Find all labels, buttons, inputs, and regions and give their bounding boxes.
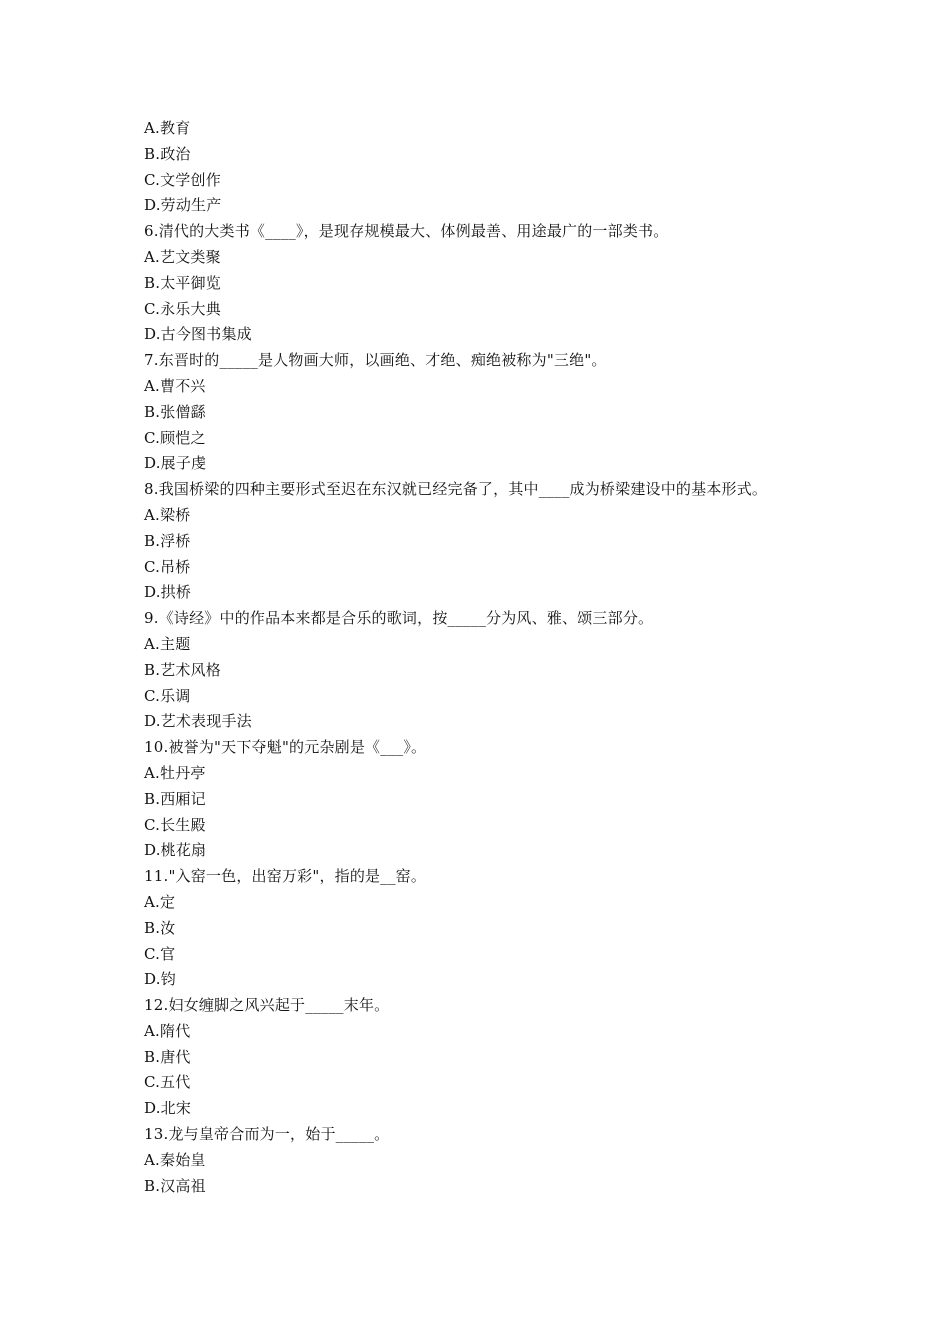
option-6b: B.太平御览 xyxy=(144,273,221,292)
question-7: 7.东晋时的_____是人物画大师，以画绝、才绝、痴绝被称为"三绝"。 xyxy=(144,351,607,370)
option-11d: D.钧 xyxy=(144,970,176,989)
option-5a: A.教育 xyxy=(144,119,191,137)
question-6: 6.清代的大类书《____》，是现存规模最大、体例最善、用途最广的一部类书。 xyxy=(144,222,669,241)
option-13b: B.汉高祖 xyxy=(144,1176,206,1195)
option-7a: A.曹不兴 xyxy=(144,376,206,395)
option-8a: A.梁桥 xyxy=(144,505,191,524)
option-9d: D.艺术表现手法 xyxy=(144,712,252,731)
option-8d: D.拱桥 xyxy=(144,583,192,602)
option-8c: C.吊桥 xyxy=(144,557,191,576)
option-12c: C.五代 xyxy=(144,1073,191,1092)
option-7d: D.展子虔 xyxy=(144,454,207,473)
option-13a: A.秦始皇 xyxy=(144,1150,206,1169)
question-10: 10.被誉为"天下夺魁"的元杂剧是《___》。 xyxy=(144,738,427,757)
option-12a: A.隋代 xyxy=(144,1021,191,1040)
option-9c: C.乐调 xyxy=(144,686,191,705)
option-5c: C.文学创作 xyxy=(144,170,221,189)
question-12: 12.妇女缠脚之风兴起于_____末年。 xyxy=(144,996,390,1015)
option-9a: A.主题 xyxy=(144,634,191,653)
question-8: 8.我国桥梁的四种主要形式至迟在东汉就已经完备了，其中____成为桥梁建设中的基本形式。 xyxy=(144,480,768,499)
option-6a: A.艺文类聚 xyxy=(144,247,221,266)
question-9: 9.《诗经》中的作品本来都是合乐的歌词，按_____分为风、雅、颂三部分。 xyxy=(144,609,654,628)
option-5d: D.劳动生产 xyxy=(144,196,222,215)
question-11: 11."入窑一色，出窑万彩"，指的是__窑。 xyxy=(144,867,427,886)
option-12b: B.唐代 xyxy=(144,1047,191,1066)
option-11a: A.定 xyxy=(144,892,176,911)
option-10c: C.长生殿 xyxy=(144,815,206,834)
option-8b: B.浮桥 xyxy=(144,531,191,550)
question-13: 13.龙与皇帝合而为一，始于_____。 xyxy=(144,1125,390,1144)
option-5b: B.政治 xyxy=(144,144,191,163)
option-11b: B.汝 xyxy=(144,918,176,937)
option-10d: D.桃花扇 xyxy=(144,841,207,860)
question-list xyxy=(144,116,816,1199)
option-11c: C.官 xyxy=(144,944,176,963)
option-12d: D.北宋 xyxy=(144,1099,192,1118)
option-7c: C.顾恺之 xyxy=(144,428,206,447)
option-9b: B.艺术风格 xyxy=(144,660,221,679)
option-6c: C.永乐大典 xyxy=(144,299,221,318)
option-10b: B.西厢记 xyxy=(144,789,206,808)
option-7b: B.张僧繇 xyxy=(144,402,206,421)
option-6d: D.古今图书集成 xyxy=(144,325,252,344)
option-10a: A.牡丹亭 xyxy=(144,763,206,782)
